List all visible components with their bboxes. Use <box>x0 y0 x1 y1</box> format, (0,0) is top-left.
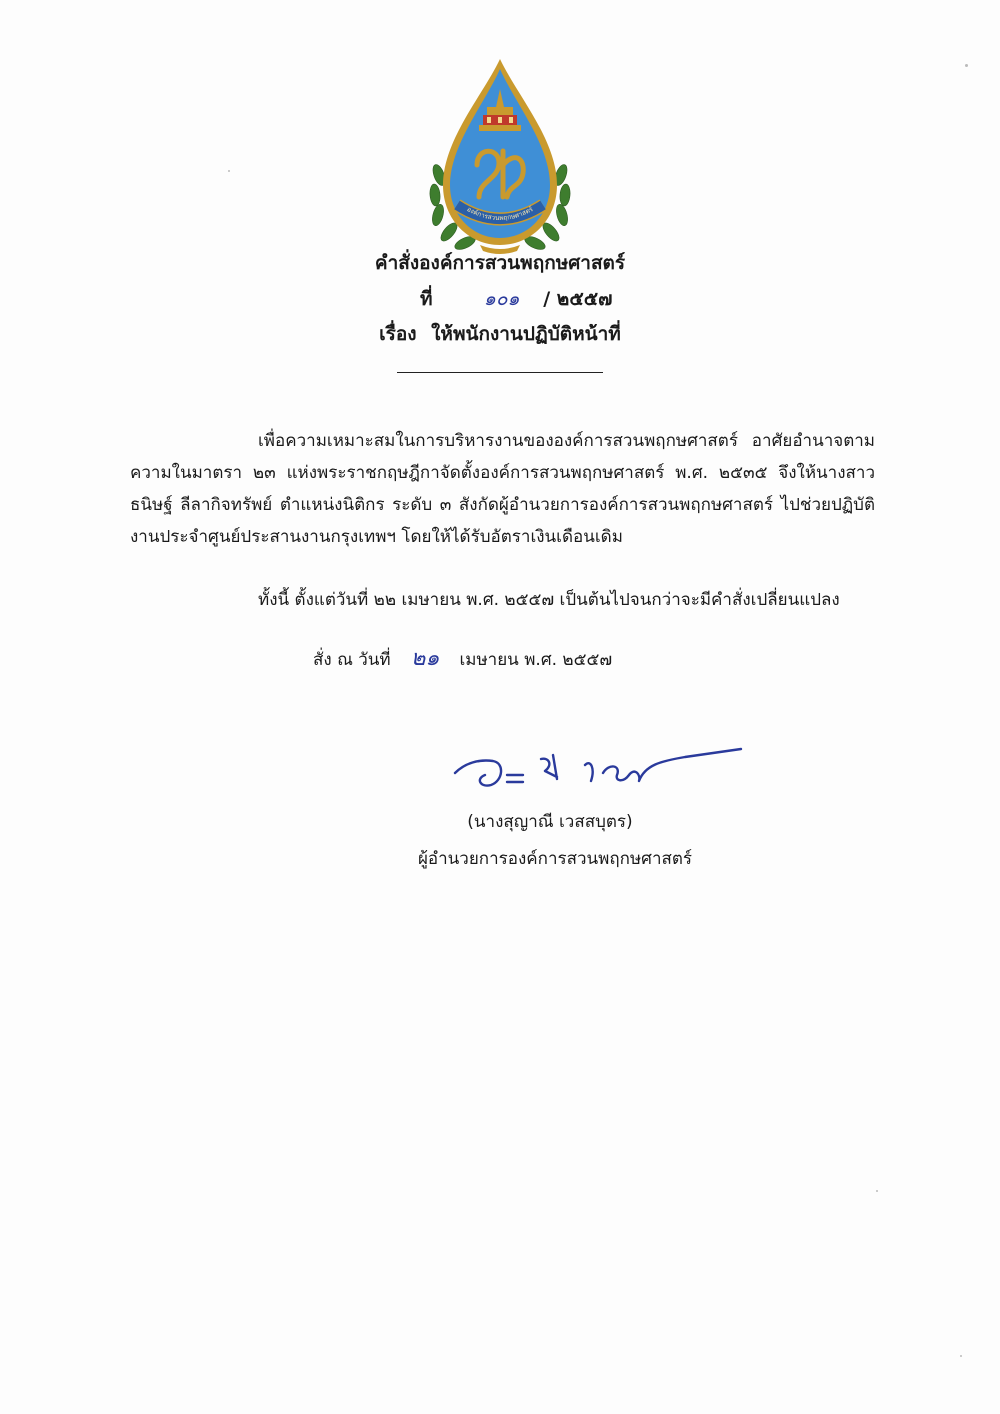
order-number <box>420 284 612 314</box>
subject-text: ให้พนักงานปฏิบัติหน้าที่ <box>431 323 621 345</box>
given-date-day: ๒๑ <box>410 646 440 671</box>
svg-text:องค์การสวนพฤกษศาสตร์: องค์การสวนพฤกษศาสตร์ <box>465 205 535 223</box>
scan-speck <box>965 64 968 67</box>
scan-speck <box>960 1355 962 1357</box>
effective-date-line: ทั้งนี้ ตั้งแต่วันที่ ๒๒ เมษายน พ.ศ. ๒๕๕๗ เป็นต้นไปจนกว่าจะมีคำสั่งเปลี่ยนแปลง <box>258 590 840 610</box>
order-number-year: / ๒๕๕๗ <box>543 288 613 310</box>
order-number-label: ที่ <box>420 288 433 310</box>
order-body-paragraph: เพื่อความเหมาะสมในการบริหารงานขององค์การสวนพฤกษศาสตร์ อาศัยอำนาจตามความในมาตรา ๒๓ แห่งพระราชกฤษฎีกาจัดตั้งองค์การสวนพฤกษศาสตร์ พ.ศ. ๒๕๓๕ จึงให้นางสาวธนิษฐ์ ลีลากิจทรัพย์ ตำแหน่งนิติกร ระดับ ๓ สังกัดผู้อำนวยการองค์การสวนพฤกษศาสตร์ ไปช่วยปฏิบัติงานประจำศูนย์ประสานงานกรุงเทพฯ โดยให้ได้รับอัตราเงินเดือนเดิม <box>130 431 875 547</box>
signer-title: ผู้อำนวยการองค์การสวนพฤกษศาสตร์ <box>417 849 693 869</box>
order-heading: คำสั่งองค์การสวนพฤกษศาสตร์ <box>374 252 626 274</box>
given-date-line <box>313 640 612 675</box>
scan-speck <box>876 1190 878 1192</box>
organization-emblem-icon <box>425 55 575 255</box>
subject-label: เรื่อง <box>379 323 417 345</box>
signer-name: (นางสุญาณี เวสสบุตร) <box>467 812 633 832</box>
given-date-prefix: สั่ง ณ วันที่ <box>313 650 391 670</box>
order-number-value: ๑๐๑ <box>483 288 520 310</box>
handwritten-signature-icon <box>445 735 745 795</box>
given-date-suffix: เมษายน พ.ศ. ๒๕๕๗ <box>459 650 613 670</box>
order-subject <box>0 319 1000 349</box>
heading-divider <box>397 372 603 373</box>
scan-speck <box>228 170 230 172</box>
